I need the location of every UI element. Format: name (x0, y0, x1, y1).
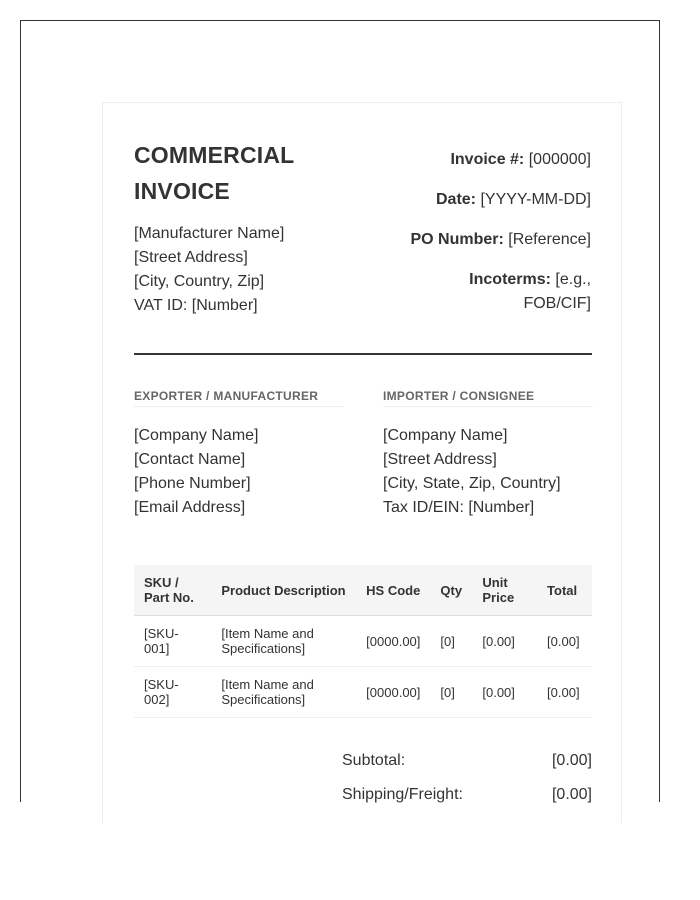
cell-qty: [0] (430, 616, 472, 667)
importer-company: [Company Name] (383, 427, 508, 444)
incoterms-row (431, 268, 591, 316)
invoice-title (134, 137, 294, 209)
cell-sku: [SKU-001] (134, 616, 211, 667)
po-number-value: [Reference] (508, 231, 591, 248)
po-number-row (361, 228, 591, 252)
cell-unit-price: [0.00] (472, 616, 537, 667)
exporter-details (134, 424, 344, 520)
manufacturer-address (134, 222, 284, 318)
table-row (134, 616, 592, 667)
invoice-document (102, 102, 622, 823)
col-hs-code: HS Code (356, 565, 430, 616)
exporter-section (134, 389, 344, 520)
exporter-contact: [Contact Name] (134, 451, 246, 468)
importer-street: [Street Address] (383, 451, 497, 468)
table-row (134, 667, 592, 718)
title-line-2: INVOICE (134, 178, 230, 204)
cell-total: [0.00] (537, 667, 592, 718)
subtotal-row (342, 749, 592, 783)
shipping-value: [0.00] (551, 786, 592, 803)
manufacturer-street: [Street Address] (134, 249, 248, 266)
cell-hs-code: [0000.00] (356, 616, 430, 667)
table-header-row (134, 565, 592, 616)
cell-description: [Item Name and Specifications] (211, 667, 356, 718)
col-total: Total (537, 565, 592, 616)
importer-details (383, 424, 593, 520)
invoice-number-row (361, 148, 591, 172)
cell-total: [0.00] (537, 616, 592, 667)
shipping-row (342, 783, 592, 817)
header-divider (134, 353, 592, 355)
importer-city: [City, State, Zip, Country] (383, 475, 561, 492)
incoterms-label: Incoterms: (469, 271, 551, 288)
exporter-heading: EXPORTER / MANUFACTURER (134, 389, 344, 407)
title-line-1: COMMERCIAL (134, 142, 295, 168)
invoice-number-value: [000000] (528, 151, 591, 168)
manufacturer-vat: VAT ID: [Number] (134, 297, 258, 314)
cell-unit-price: [0.00] (472, 667, 537, 718)
invoice-date-label: Date: (436, 191, 477, 208)
invoice-date-value: [YYYY-MM-DD] (480, 191, 591, 208)
invoice-meta (361, 148, 591, 332)
col-unit-price: Unit Price (472, 565, 537, 616)
invoice-date-row (361, 188, 591, 212)
page-frame (20, 20, 660, 802)
line-items-table (134, 565, 592, 718)
invoice-number-label: Invoice #: (450, 151, 525, 168)
po-number-label: PO Number: (410, 231, 504, 248)
subtotal-value: [0.00] (551, 752, 592, 769)
importer-heading: IMPORTER / CONSIGNEE (383, 389, 593, 407)
cell-hs-code: [0000.00] (356, 667, 430, 718)
incoterms-value: [e.g., FOB/CIF] (523, 271, 591, 312)
col-qty: Qty (430, 565, 472, 616)
manufacturer-name: [Manufacturer Name] (134, 225, 285, 242)
totals-section (342, 749, 592, 817)
exporter-email: [Email Address] (134, 499, 246, 516)
importer-tax-id: Tax ID/EIN: [Number] (383, 499, 535, 516)
col-description: Product Description (211, 565, 356, 616)
cell-qty: [0] (430, 667, 472, 718)
exporter-company: [Company Name] (134, 427, 259, 444)
manufacturer-city: [City, Country, Zip] (134, 273, 265, 290)
cell-sku: [SKU-002] (134, 667, 211, 718)
col-sku: SKU / Part No. (134, 565, 211, 616)
shipping-label: Shipping/Freight: (342, 786, 463, 803)
importer-section (383, 389, 593, 520)
exporter-phone: [Phone Number] (134, 475, 251, 492)
subtotal-label: Subtotal: (342, 752, 406, 769)
cell-description: [Item Name and Specifications] (211, 616, 356, 667)
